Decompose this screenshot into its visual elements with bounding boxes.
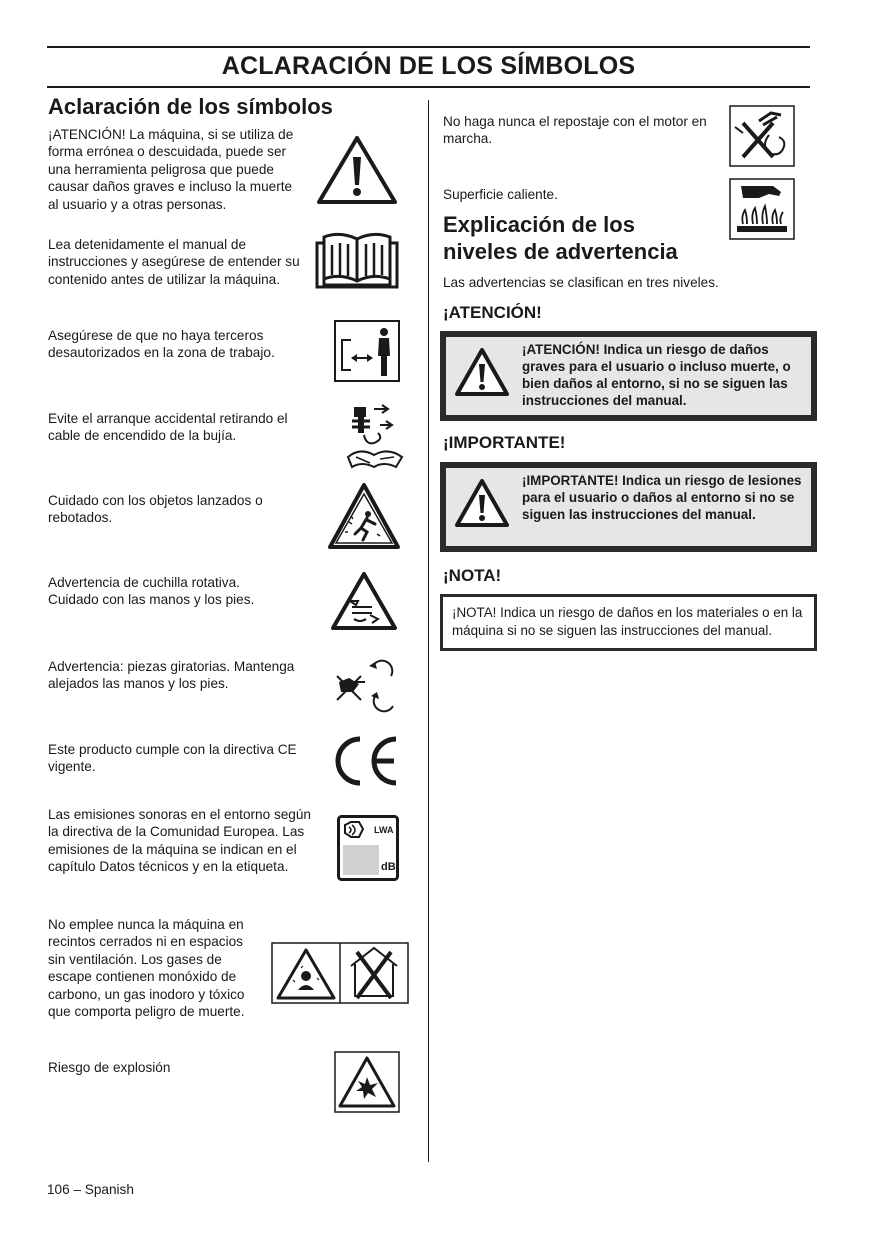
- carbon-monoxide-icon: [271, 942, 409, 1009]
- page-footer: 106 – Spanish: [47, 1182, 134, 1197]
- important-warning-icon: [454, 478, 510, 533]
- no-refuel-running-icon: [729, 105, 795, 172]
- note-box-text: ¡NOTA! Indica un riesgo de daños en los materiales o en la máquina si no se siguen las instrucciones del manual.: [452, 605, 803, 638]
- symbol-text-warning: ¡ATENCIÓN! La máquina, si se utiliza de forma errónea o descuidada, puede ser una herramienta peligrosa que puede causar daños graves e incluso la muerte al usuario y a otras personas.: [48, 127, 294, 212]
- levels-intro: Las advertencias se clasifican en tres niveles.: [443, 275, 719, 290]
- explosion-risk-icon: [334, 1051, 400, 1118]
- ce-mark-icon: [328, 733, 400, 794]
- hot-surface-icon: [729, 178, 795, 245]
- symbol-text-bystanders: Asegúrese de que no haya terceros desautorizados en la zona de trabajo.: [48, 328, 275, 361]
- noise-db-label: dB: [381, 861, 396, 873]
- attention-warning-icon: [454, 347, 510, 402]
- noise-lwa-label: LWA: [374, 825, 394, 835]
- page-title: ACLARACIÓN DE LOS SÍMBOLOS: [221, 52, 636, 80]
- note-box: [440, 594, 817, 651]
- symbol-text-ce: Este producto cumple con la directiva CE vigente.: [48, 742, 297, 775]
- left-heading: Aclaración de los símbolos: [48, 94, 333, 119]
- attention-box: [440, 331, 817, 421]
- warning-triangle-icon: [316, 135, 398, 210]
- important-heading: ¡IMPORTANTE!: [443, 433, 566, 452]
- symbol-text-carbon-monoxide: No emplee nunca la máquina en recintos cerrados ni en espacios sin ventilación. Los gases de escape contienen monóxido de carbono, un gas inodoro y tóxico que comporta peligro de muerte.: [48, 917, 245, 1020]
- rotating-blade-icon: [330, 571, 398, 636]
- attention-box-text: ¡ATENCIÓN! Indica un riesgo de daños graves para el usuario o incluso muerte, o bien daños al entorno, si no se siguen las instrucciones del manual.: [522, 342, 791, 408]
- column-divider: [428, 100, 429, 1162]
- attention-heading: ¡ATENCIÓN!: [443, 303, 542, 322]
- spark-plug-cable-icon: [344, 401, 406, 476]
- important-box-text: ¡IMPORTANTE! Indica un riesgo de lesiones para el usuario o daños al entorno si no se siguen las instrucciones del manual.: [522, 473, 802, 522]
- open-manual-icon: [314, 229, 400, 294]
- top-rule: [47, 46, 810, 48]
- rotating-parts-icon: [331, 652, 399, 723]
- symbol-text-hot-surface: Superficie caliente.: [443, 187, 558, 202]
- symbol-text-rotating-parts: Advertencia: piezas giratorias. Mantenga alejados las manos y los pies.: [48, 659, 295, 692]
- noise-emission-icon: [337, 815, 399, 881]
- symbol-text-thrown-objects: Cuidado con los objetos lanzados o rebotados.: [48, 493, 263, 526]
- symbol-text-spark-plug: Evite el arranque accidental retirando el cable de encendido de la bujía.: [48, 411, 288, 444]
- title-rule: [47, 86, 810, 88]
- important-box: [440, 462, 817, 552]
- symbol-text-manual: Lea detenidamente el manual de instrucciones y asegúrese de entender su contenido antes de utilizar la máquina.: [48, 237, 300, 287]
- safety-distance-icon: [334, 320, 400, 387]
- note-heading: ¡NOTA!: [443, 566, 502, 585]
- symbol-text-rotating-blade: Advertencia de cuchilla rotativa. Cuidado con las manos y los pies.: [48, 575, 255, 608]
- right-heading: Explicación de los niveles de advertencia: [443, 212, 678, 264]
- symbol-text-noise: Las emisiones sonoras en el entorno según la directiva de la Comunidad Europea. Las emisiones de la máquina se indican en el capítulo Datos técnicos y en la etiqueta.: [48, 807, 311, 875]
- symbol-text-explosion: Riesgo de explosión: [48, 1060, 171, 1075]
- thrown-objects-icon: [327, 482, 401, 555]
- symbol-text-refuel: No haga nunca el repostaje con el motor en marcha.: [443, 114, 707, 147]
